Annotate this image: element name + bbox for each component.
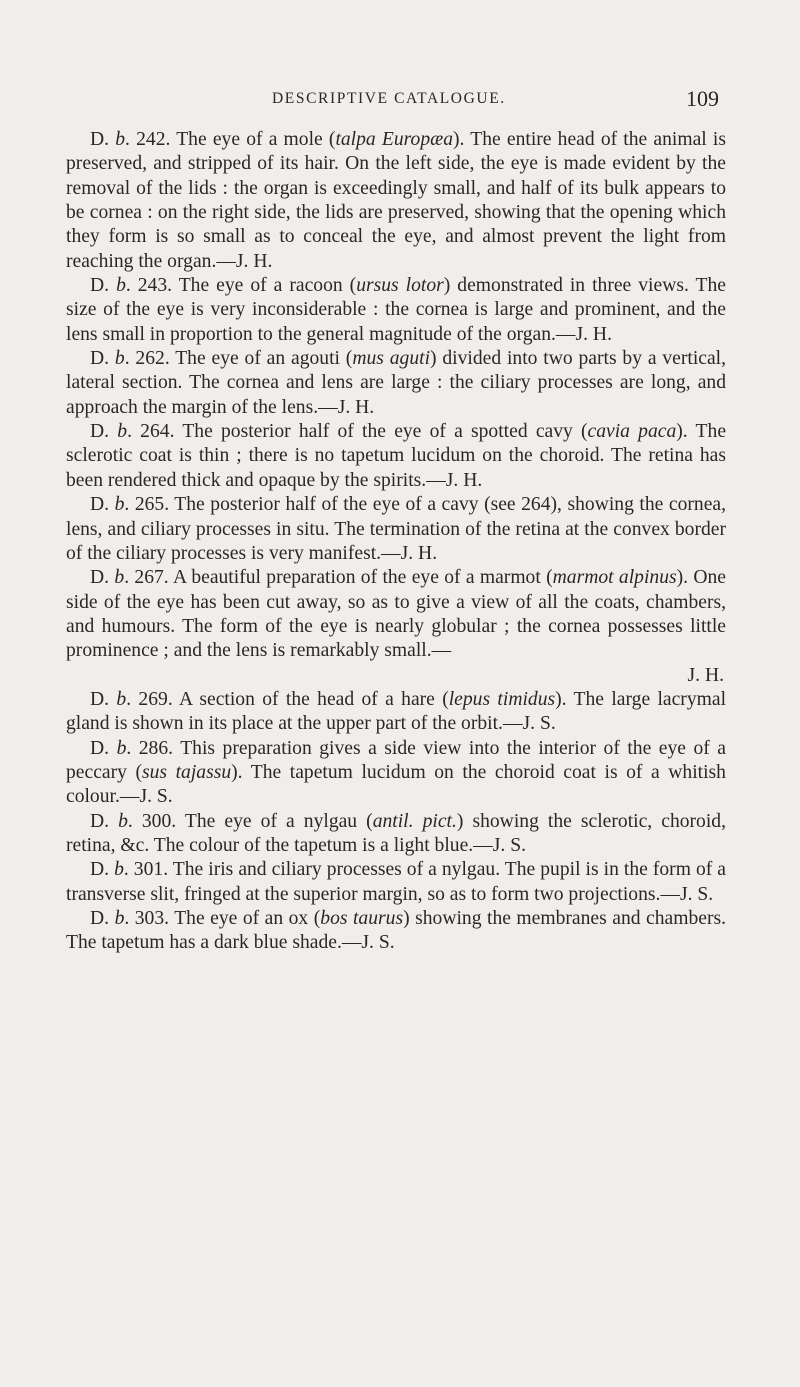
- entry-ref-prefix: D.: [90, 908, 110, 929]
- entry-ref-prefix: D.: [90, 859, 110, 881]
- entry-ref-number: . 267.: [124, 567, 169, 589]
- entry-ref-prefix: D.: [90, 737, 110, 759]
- catalogue-entry: [66, 810, 726, 859]
- entry-text: ). The sclerotic coat is thin ; there is no tapetum lucidum on the choroid. The retina has been rendered thick and opaque by the spirits.—J. H.: [66, 421, 727, 491]
- entry-latin-name: lepus timidus: [448, 688, 556, 710]
- entry-latin-name: antil. pict.: [372, 810, 457, 832]
- entry-latin-name: bos taurus: [320, 908, 404, 929]
- entry-text-lead: The eye of a nylgau (: [176, 810, 373, 832]
- catalogue-entry: [66, 493, 726, 566]
- entry-ref-prefix: D.: [90, 129, 110, 150]
- entry-text-lead: The eye of a racoon (: [172, 275, 357, 297]
- entry-latin-name: sus tajassu: [142, 761, 232, 783]
- entry-text-lead: The posterior half of the eye of a spotted cavy (: [174, 421, 588, 443]
- entry-text: ). One side of the eye has been cut away, so as to give a view of all the coats, chambers, and humours. The form of the eye is nearly globular ; the cornea possesses little prominence ; and the lens is remarkably small.—: [66, 567, 727, 662]
- entry-ref-number: . 264.: [127, 421, 175, 443]
- entry-ref-prefix: D.: [90, 421, 110, 443]
- entry-text: ) divided into two parts by a vertical, lateral section. The cornea and lens are large : the ciliary processes are long, and approach the margin of the lens.—J. H.: [66, 348, 727, 418]
- catalogue-entry: [66, 128, 726, 274]
- entry-latin-name: cavia paca: [587, 421, 677, 443]
- entry-text-lead: The eye of an ox (: [169, 908, 321, 929]
- entry-text-lead: The posterior half of the eye of a cavy (see 264), showing the cornea, lens, and ciliary processes in situ. The termination of the retina at the convex border of the ciliary processes is very manifest.—J. H.: [66, 494, 726, 564]
- entry-text: ) demonstrated in three views. The size of the eye is very inconsiderable : the cornea is large and prominent, and the lens small in proportion to the general magnitude of the organ.—J. H.: [66, 275, 726, 345]
- entry-ref-letter: b: [116, 275, 126, 297]
- entry-ref-letter: b: [114, 859, 124, 881]
- entry-ref-letter: b: [115, 129, 126, 150]
- entry-ref-number: . 243.: [125, 275, 173, 297]
- entry-signature: J. H.: [687, 664, 724, 686]
- entry-ref-letter: b: [114, 567, 125, 589]
- entry-text: ). The large lacrymal gland is shown in its place at the upper part of the orbit.—J. S.: [66, 688, 727, 735]
- entry-text-lead: The eye of a mole (: [170, 129, 336, 150]
- catalogue-entries: [66, 128, 726, 956]
- entry-ref-number: . 303.: [124, 908, 170, 929]
- entry-ref-number: . 269.: [126, 688, 173, 710]
- entry-ref-number: . 286.: [126, 737, 174, 759]
- entry-ref-prefix: D.: [90, 810, 110, 832]
- entry-ref-letter: b: [114, 494, 125, 516]
- page-number: 109: [686, 86, 719, 111]
- entry-ref-prefix: D.: [90, 275, 110, 297]
- entry-text-lead: This preparation gives a side view into the interior of the eye of a peccary (: [66, 737, 726, 783]
- entry-ref-letter: b: [114, 348, 125, 370]
- catalogue-entry: [66, 737, 726, 810]
- catalogue-entry: [66, 688, 726, 737]
- entry-text-lead: A section of the head of a hare (: [172, 688, 449, 710]
- entry-text: ) showing the membranes and chambers. The tapetum has a dark blue shade.—J. S.: [66, 908, 727, 954]
- entry-ref-letter: b: [116, 737, 127, 759]
- entry-ref-number: . 242.: [125, 129, 171, 150]
- entry-ref-number: . 301.: [123, 859, 169, 881]
- header-title: DESCRIPTIVE CATALOGUE.: [272, 90, 506, 107]
- entry-ref-number: . 300.: [127, 810, 177, 832]
- entry-latin-name: talpa Europæa: [335, 129, 454, 150]
- catalogue-entry: [66, 907, 726, 956]
- entry-text-lead: The eye of an agouti (: [169, 348, 353, 370]
- catalogue-entry: [66, 858, 726, 907]
- running-header: [0, 86, 800, 116]
- entry-ref-letter: b: [117, 421, 128, 443]
- entry-latin-name: mus aguti: [352, 348, 431, 370]
- catalogue-entry: [66, 420, 726, 493]
- entry-latin-name: ursus lotor: [356, 275, 444, 297]
- entry-ref-letter: b: [114, 908, 125, 929]
- entry-ref-number: . 265.: [124, 494, 170, 516]
- entry-text: ) showing the sclerotic, choroid, retina, &c. The colour of the tapetum is a light blue.—J. S.: [66, 810, 726, 856]
- catalogue-entry: [66, 566, 726, 688]
- entry-text: ). The tapetum lucidum on the choroid coat is of a whitish colour.—J. S.: [66, 761, 726, 808]
- entry-ref-prefix: D.: [90, 494, 110, 516]
- entry-ref-prefix: D.: [90, 348, 110, 370]
- entry-text: ). The entire head of the animal is preserved, and stripped of its hair. On the left side, the eye is made evident by the removal of the lids : the organ is exceedingly small, and half of its bulk appears to be cornea : on the right side, the lids are preserved, showing that the opening which they form is so small as to conceal the eye, and almost prevent the light from reaching the organ.—J. H.: [66, 129, 726, 272]
- entry-ref-number: . 262.: [124, 348, 170, 370]
- catalogue-entry: [66, 347, 726, 420]
- entry-ref-prefix: D.: [90, 688, 110, 710]
- entry-latin-name: marmot alpinus: [552, 567, 677, 589]
- entry-ref-letter: b: [118, 810, 128, 832]
- entry-ref-letter: b: [116, 688, 127, 710]
- entry-ref-prefix: D.: [90, 567, 110, 589]
- entry-text-lead: The iris and ciliary processes of a nylgau. The pupil is in the form of a transverse slit, fringed at the superior margin, so as to form two projections.—J. S.: [66, 859, 726, 905]
- catalogue-entry: [66, 274, 726, 347]
- entry-text-lead: A beautiful preparation of the eye of a marmot (: [168, 567, 553, 589]
